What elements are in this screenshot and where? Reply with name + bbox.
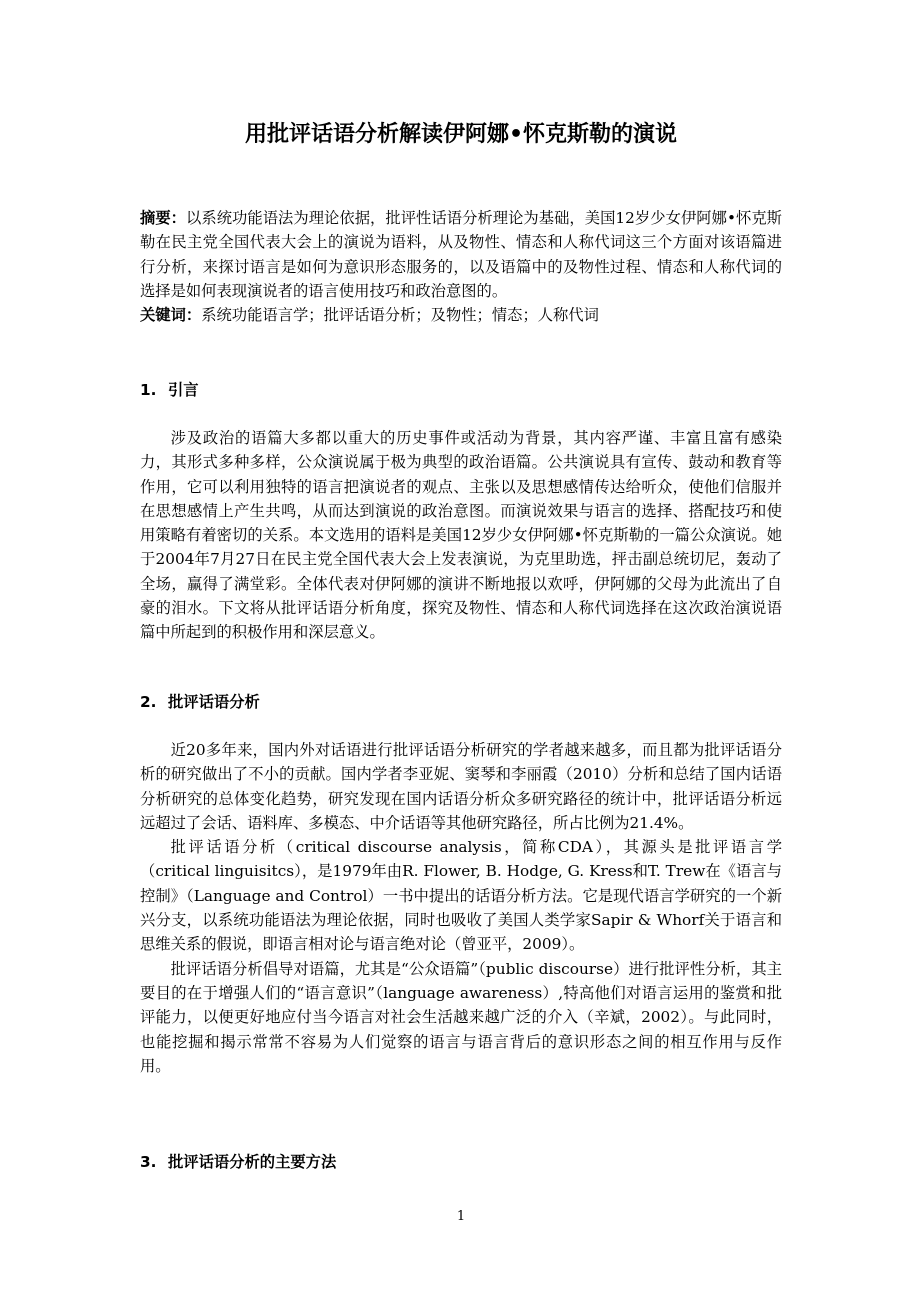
section-heading-3: [140, 1150, 336, 1174]
paragraph: 近20多年来，国内外对话语进行批评话语分析研究的学者越来越多，而且都为批评话语分析的研究做出了不小的贡献。国内学者李亚妮、窦琴和李丽霞（2010）分析和总结了国内话语分析研究的总体变化趋势，研究发现在国内话语分析众多研究路径的统计中，批评话语分析远远超过了会话、语料库、多模态、中介话语等其他研究路径，所占比例为21.4%。: [140, 741, 782, 832]
keywords-text: 系统功能语言学；批评话语分析；及物性；情态；人称代词: [201, 306, 599, 325]
paragraph: 批评话语分析倡导对语篇，尤其是“公众语篇”（public discourse）进行批评性分析，其主要目的在于增强人们的“语言意识”（language awareness）,特高他们对语言运用的鉴赏和批评能力，以便更好地应付当今语言对社会生活越来越广泛的介入（辛斌，2002）。与此同时，也能挖掘和揭示常常不容易为人们觉察的语言与语言背后的意识形态之间的相互作用与反作用。: [140, 959, 782, 1075]
page-number: 1: [456, 1209, 466, 1224]
keywords: [140, 303, 782, 327]
section-title: 批评话语分析: [168, 693, 260, 711]
abstract-block: [140, 206, 782, 327]
abstract-label: 摘要：: [140, 209, 187, 227]
section-number: 2.: [140, 693, 157, 711]
section-number: 1.: [140, 381, 157, 399]
section-1-body: [140, 426, 782, 645]
abstract-text: 以系统功能语法为理论依据，批评性话语分析理论为基础，美国12岁少女伊阿娜•怀克斯勒在民主党全国代表大会上的演说为语料，从及物性、情态和人称代词这三个方面对该语篇进行分析，来探讨语言是如何为意识形态服务的，以及语篇中的及物性过程、情态和人称代词的选择是如何表现演说者的语言使用技巧和政治意图的。: [140, 209, 782, 300]
paragraph: 涉及政治的语篇大多都以重大的历史事件或活动为背景，其内容严谨、丰富且富有感染力，其形式多种多样，公众演说属于极为典型的政治语篇。公共演说具有宣传、鼓动和教育等作用，它可以利用独特的语言把演说者的观点、主张以及思想感情传达给听众，使他们信服并在思想感情上产生共鸣，从而达到演说的政治意图。而演说效果与语言的选择、搭配技巧和使用策略有着密切的关系。本文选用的语料是美国12岁少女伊阿娜•怀克斯勒的一篇公众演说。她于2004年7月27日在民主党全国代表大会上发表演说，为克里助选，抨击副总统切尼，轰动了全场，赢得了满堂彩。全体代表对伊阿娜的演讲不断地报以欢呼，伊阿娜的父母为此流出了自豪的泪水。下文将从批评话语分析角度，探究及物性、情态和人称代词选择在这次政治演说语篇中所起到的积极作用和深层意义。: [140, 429, 782, 642]
section-number: 3.: [140, 1153, 157, 1171]
section-heading-2: [140, 690, 260, 714]
section-2-body: [140, 738, 782, 1078]
section-title: 引言: [168, 381, 199, 399]
section-heading-1: [140, 378, 199, 402]
paragraph: 批评话语分析（critical discourse analysis，简称CDA），其源头是批评语言学（critical linguisitcs），是1979年由R. Flower, B. Hodge, G. Kress和T. Trew在《语言与控制》（Language and Control）一书中提出的话语分析方法。它是现代语言学研究的一个新兴分支，以系统功能语法为理论依据，同时也吸收了美国人类学家Sapir & Whorf关于语言和思维关系的假说，即语言相对论与语言绝对论（曾亚平，2009）。: [140, 838, 782, 954]
abstract: [140, 206, 782, 303]
keywords-label: 关键词：: [140, 306, 202, 325]
section-title: 批评话语分析的主要方法: [168, 1153, 337, 1171]
paper-title: 用批评话语分析解读伊阿娜•怀克斯勒的演说: [244, 122, 678, 147]
